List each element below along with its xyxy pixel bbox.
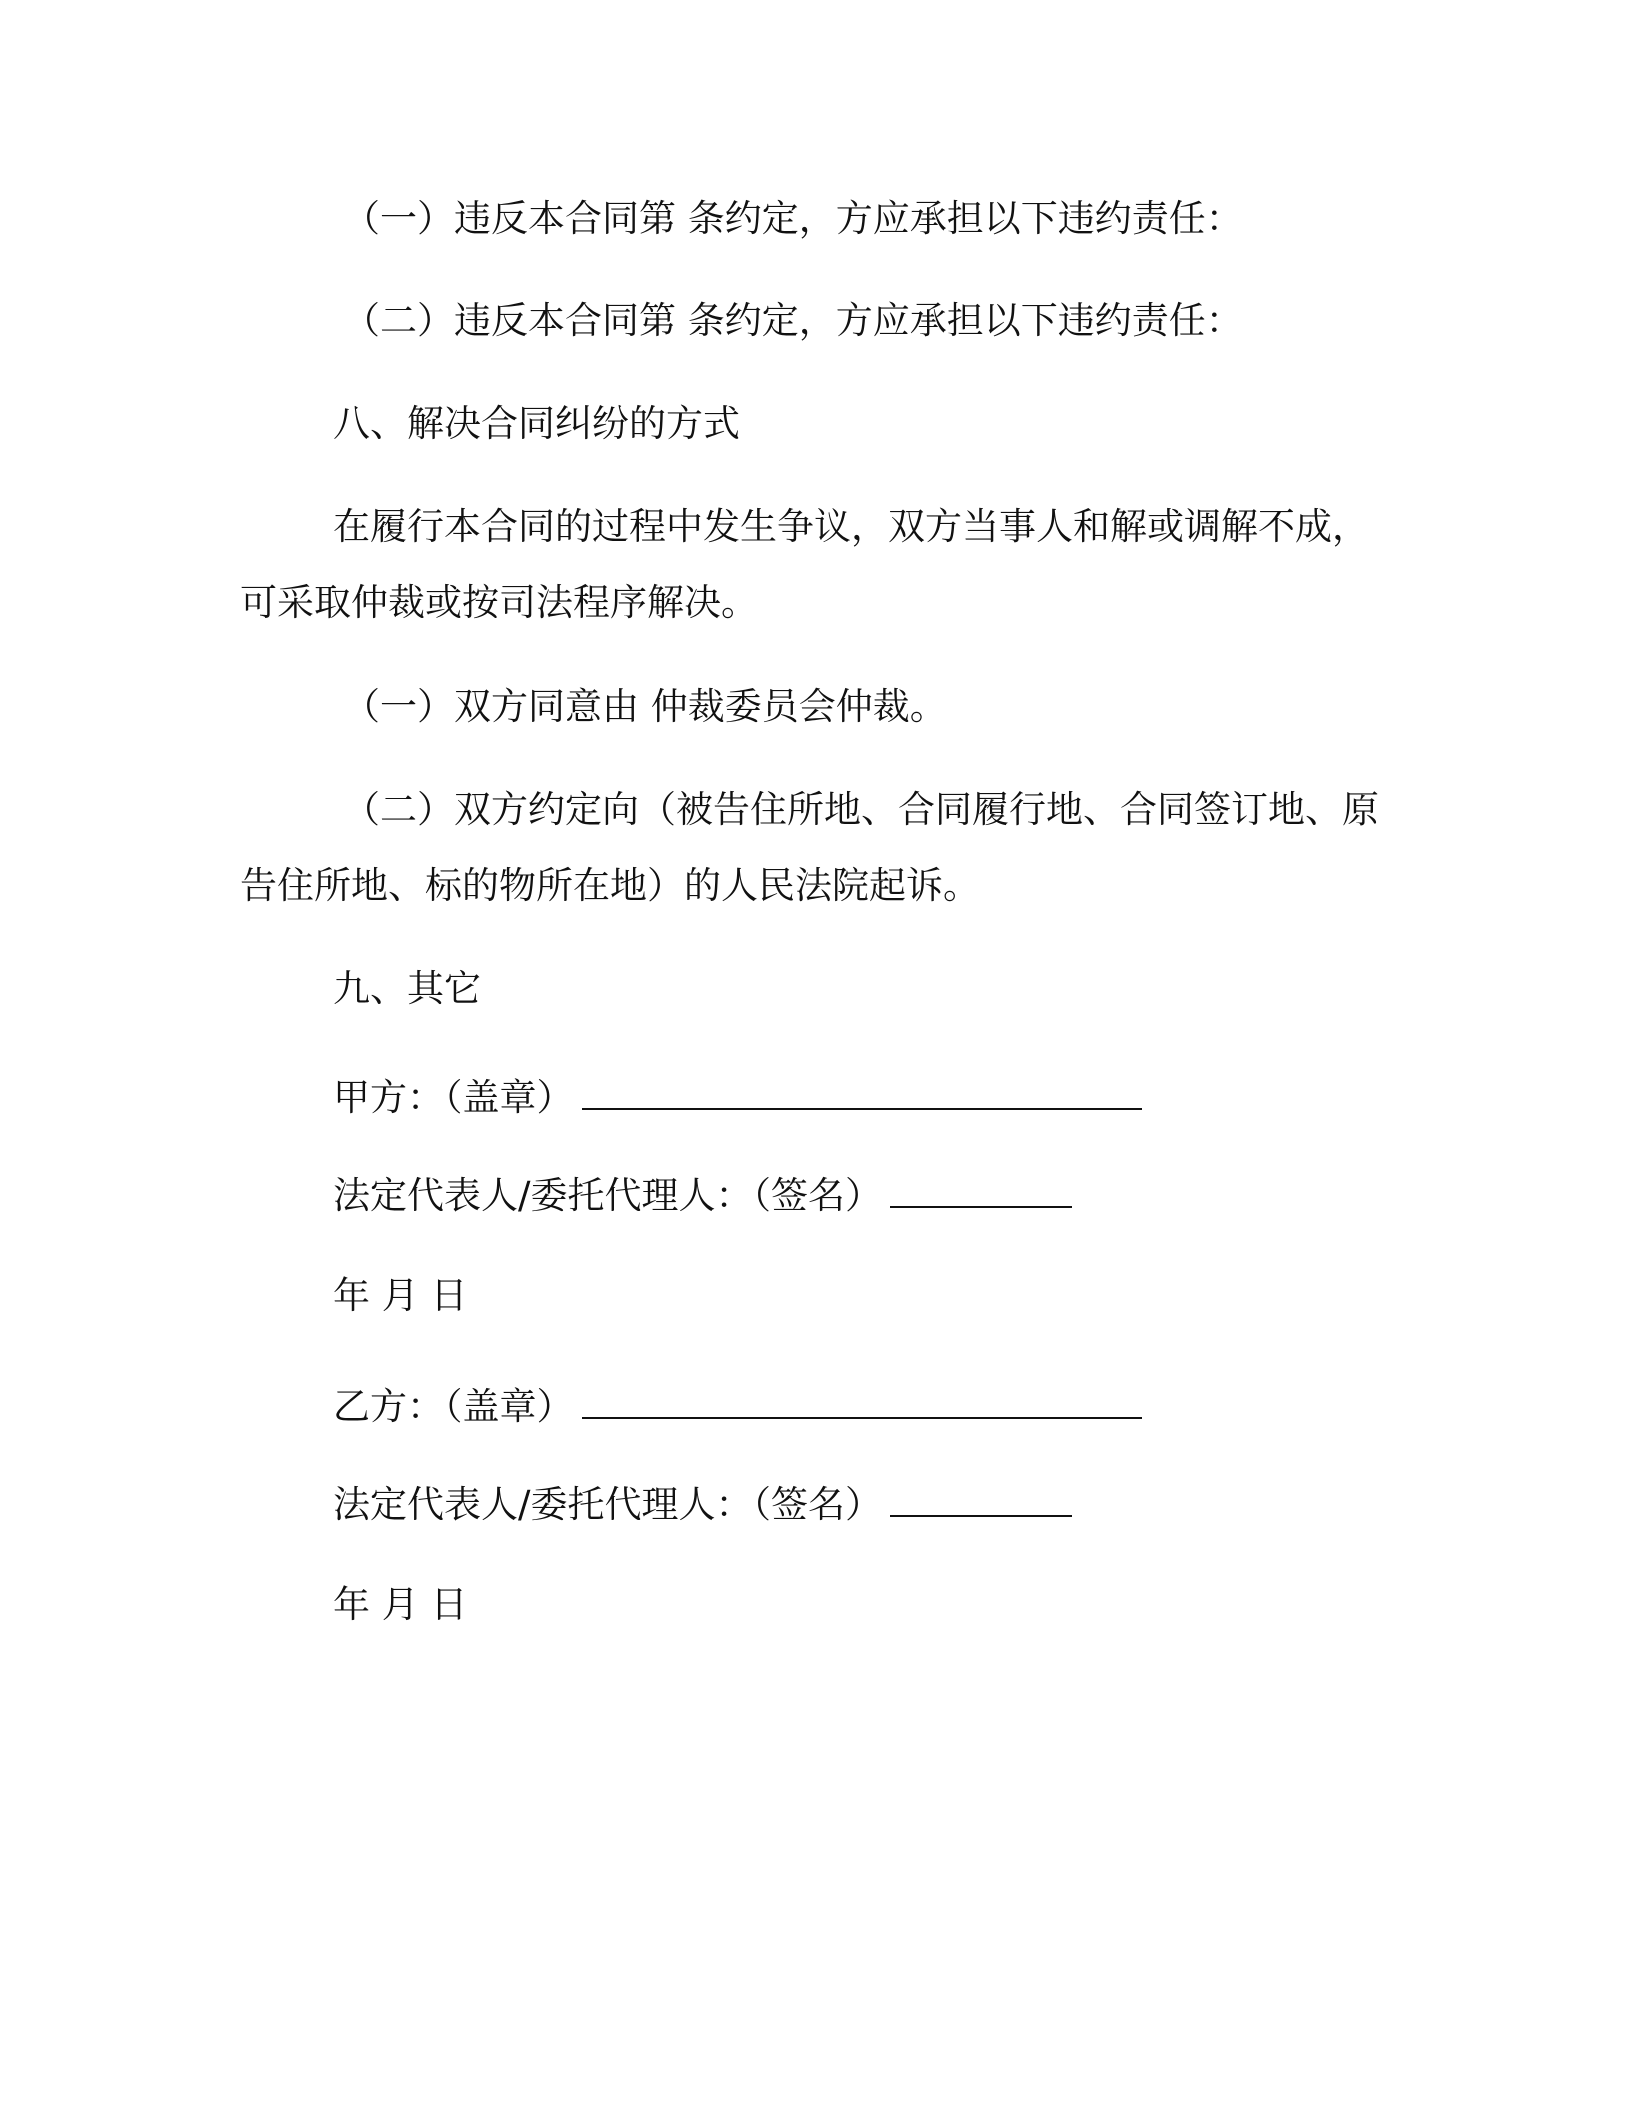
dispute-option-1: （一）双方同意由 仲裁委员会仲裁。 bbox=[343, 685, 947, 728]
breach-clause-1: （一）违反本合同第 条约定，方应承担以下违约责任： bbox=[343, 197, 1243, 240]
party-b-seal-blank bbox=[582, 1383, 1142, 1419]
section-8-paragraph-line-1: 在履行本合同的过程中发生争议，双方当事人和解或调解不成， bbox=[333, 505, 1369, 548]
party-b-rep-label: 法定代表人/委托代理人：（签名） bbox=[333, 1483, 882, 1526]
party-b-signature-blank bbox=[890, 1481, 1072, 1517]
section-8-heading: 八、解决合同纠纷的方式 bbox=[333, 402, 740, 445]
party-a-date: 年 月 日 bbox=[333, 1274, 468, 1317]
party-b-seal-label: 乙方：（盖章） bbox=[333, 1385, 574, 1428]
party-b-date: 年 月 日 bbox=[333, 1583, 468, 1626]
breach-clause-2: （二）违反本合同第 条约定，方应承担以下违约责任： bbox=[343, 299, 1243, 342]
dispute-option-2-line-2: 告住所地、标的物所在地）的人民法院起诉。 bbox=[240, 864, 980, 907]
party-a-rep-row bbox=[333, 1172, 1072, 1219]
party-a-seal-label: 甲方：（盖章） bbox=[333, 1076, 574, 1119]
party-a-seal-row bbox=[333, 1074, 1142, 1121]
party-a-seal-blank bbox=[582, 1074, 1142, 1110]
party-a-signature-blank bbox=[890, 1172, 1072, 1208]
party-b-seal-row bbox=[333, 1383, 1142, 1430]
party-a-rep-label: 法定代表人/委托代理人：（签名） bbox=[333, 1174, 882, 1217]
section-8-paragraph-line-2: 可采取仲裁或按司法程序解决。 bbox=[240, 581, 758, 624]
party-b-rep-row bbox=[333, 1481, 1072, 1528]
section-9-heading: 九、其它 bbox=[333, 967, 481, 1010]
dispute-option-2-line-1: （二）双方约定向（被告住所地、合同履行地、合同签订地、原 bbox=[343, 788, 1379, 831]
